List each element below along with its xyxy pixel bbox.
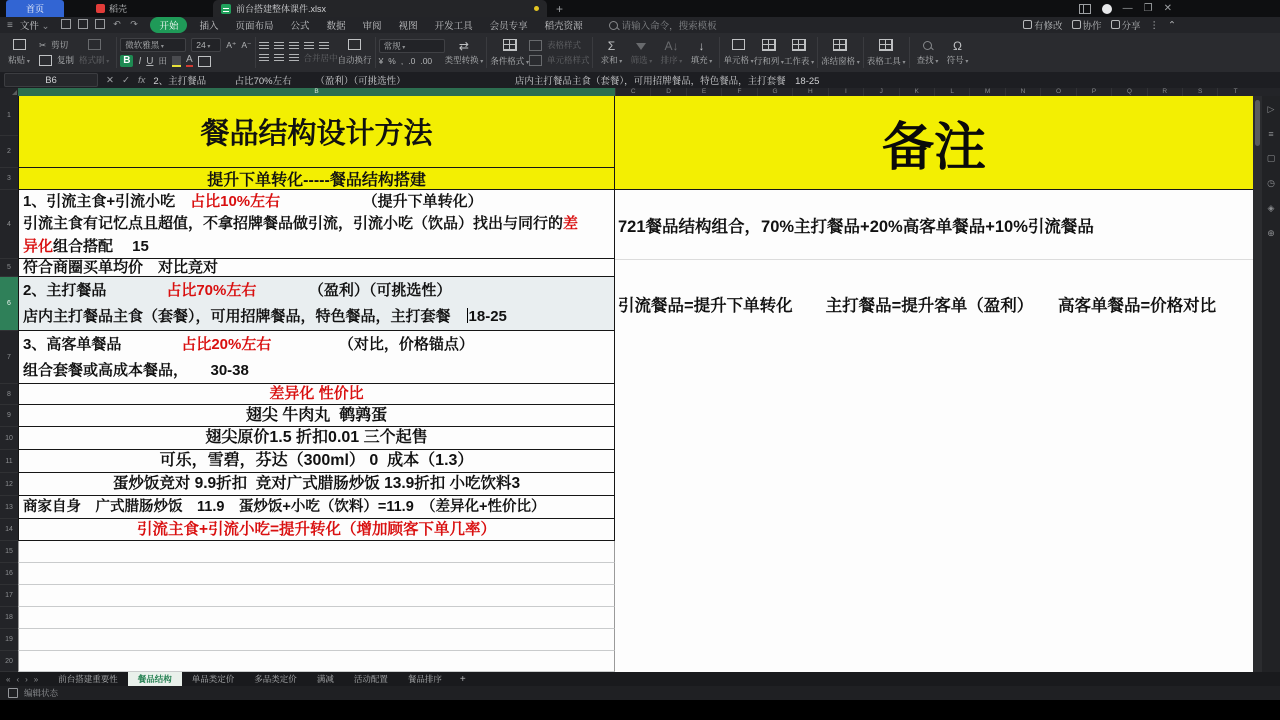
row-header[interactable]: 17 (0, 585, 18, 607)
column-header[interactable]: J (863, 88, 898, 96)
column-header[interactable]: L (934, 88, 969, 96)
empty-row[interactable] (18, 629, 615, 651)
outline-icon[interactable]: ≡ (1268, 129, 1274, 139)
tab-docer[interactable] (96, 0, 127, 17)
align-top-icon[interactable] (259, 42, 269, 49)
tab-document[interactable] (213, 0, 547, 17)
cell-row6-selected[interactable]: 2、主打餐品 占比70%左右 （盈利）（可挑选性） 店内主打餐品主食（套餐），可用招牌餐品，特色餐品，主打套餐 18-25 (19, 277, 614, 331)
freeze-panes-button[interactable]: 冻结窗格 ▾ (821, 33, 860, 72)
increase-decimal-button[interactable]: .0 (408, 56, 416, 66)
table-style-icon (529, 40, 542, 51)
settings-icon[interactable]: ⊕ (1267, 228, 1275, 238)
share-icon (1111, 20, 1120, 29)
menu-item-data[interactable]: 数据 (326, 21, 346, 32)
conditional-format-button[interactable]: 条件格式 ▾ (490, 33, 529, 72)
vertical-scrollbar[interactable] (1253, 96, 1262, 672)
insert-function-icon[interactable]: fx (137, 74, 146, 86)
close-button[interactable]: ✕ (1163, 3, 1172, 14)
column-header[interactable]: O (1040, 88, 1075, 96)
cells-icon (732, 39, 745, 52)
cut-icon: ✂ (39, 39, 47, 50)
new-tab-label: + (556, 1, 564, 16)
tab-docer-label: 稻壳 (109, 4, 128, 14)
filter-icon (636, 40, 646, 52)
column-header[interactable]: N (1005, 88, 1040, 96)
cell-subtitle[interactable]: 提升下单转化-----餐品结构搭建 (19, 168, 614, 190)
status-mode-text: 编辑状态 (24, 688, 59, 698)
row-header[interactable]: 12 (0, 473, 18, 496)
menu-item-member[interactable]: 会员专享 (489, 21, 528, 32)
more-menu-icon[interactable]: ⋮ (1149, 19, 1160, 31)
row-header[interactable]: 13 (0, 496, 18, 519)
increase-font-icon[interactable]: A⁺ (226, 39, 237, 50)
menu-item-home[interactable]: 开始 (150, 17, 187, 33)
empty-row[interactable] (18, 541, 615, 563)
cell-style-icon (529, 55, 542, 66)
wrap-text-button[interactable]: 自动换行 (338, 33, 372, 72)
sum-icon: Σ (607, 38, 616, 53)
column-header[interactable]: F (721, 88, 756, 96)
copy-icon (39, 55, 52, 66)
row-header[interactable]: 20 (0, 651, 18, 672)
menu-item-insert[interactable]: 插入 (199, 21, 219, 32)
table-style-button[interactable]: 表格样式 (529, 39, 590, 51)
docer-icon (96, 4, 105, 13)
row-header[interactable]: 3 (0, 168, 18, 190)
menu-item-review[interactable]: 审阅 (362, 21, 382, 32)
sum-button[interactable]: Σ 求和 ▾ (596, 33, 626, 72)
row-header[interactable]: 8 (0, 384, 18, 405)
row-header[interactable]: 9 (0, 405, 18, 427)
modified-icon (1023, 20, 1032, 29)
row-header[interactable]: 15 (0, 541, 18, 563)
right-tool-sidebar (1262, 96, 1280, 672)
grid-area (0, 96, 1280, 672)
column-header[interactable]: P (1076, 88, 1111, 96)
table-tools-icon (879, 39, 893, 53)
collab-icon (1072, 20, 1081, 29)
notes-area (615, 96, 1253, 672)
menubar (0, 17, 1280, 33)
column-headers (0, 88, 1280, 96)
excel-file-icon (221, 4, 231, 14)
modified-status[interactable]: 有修改 (1023, 18, 1063, 32)
decrease-decimal-button[interactable]: .00 (420, 56, 433, 66)
column-header[interactable]: D (650, 88, 685, 96)
format-painter-icon (88, 39, 101, 52)
row-header[interactable]: 19 (0, 629, 18, 651)
symbol-button[interactable]: Ω 符号 ▾ (943, 33, 973, 72)
cell-row11[interactable]: 可乐，雪碧，芬达（300ml） 0 成本（1.3） (19, 450, 614, 473)
find-button[interactable]: 查找 ▾ (913, 33, 943, 72)
worksheet-button[interactable]: 工作表 ▾ (784, 33, 814, 72)
menu-item-docer-resources[interactable]: 稻壳资源 (544, 21, 583, 32)
underline-button[interactable]: U (146, 55, 154, 67)
row-header[interactable]: 14 (0, 519, 18, 541)
row-header[interactable]: 5 (0, 259, 18, 277)
align-middle-icon[interactable] (274, 42, 284, 49)
column-header-strip (615, 88, 1253, 96)
mode-icon (8, 688, 18, 698)
cell-title[interactable]: 餐品结构设计方法 (19, 96, 614, 168)
save-icon[interactable] (60, 19, 71, 31)
name-box[interactable]: B6 (4, 73, 98, 87)
increase-indent-icon[interactable] (319, 42, 329, 49)
ribbon (0, 33, 1280, 73)
row-header[interactable]: 1 (0, 96, 18, 136)
column-header[interactable]: M (969, 88, 1004, 96)
row-headers (0, 96, 18, 672)
note-cell-1[interactable]: 721餐品结构组合，70%主打餐品+20%高客单餐品+10%引流餐品 (618, 217, 1094, 236)
tab-home[interactable] (6, 0, 64, 17)
tab-home-label: 首页 (25, 4, 44, 14)
font-color-button[interactable]: A (185, 54, 193, 65)
symbol-icon: Ω (953, 38, 962, 53)
scrollbar-thumb[interactable] (1255, 100, 1260, 146)
cell-row10[interactable]: 翅尖原价1.5 折扣0.01 三个起售 (19, 427, 614, 450)
row-header[interactable]: 4 (0, 190, 18, 259)
menu-item-view[interactable]: 视图 (398, 21, 418, 32)
align-right-icon[interactable] (289, 54, 299, 61)
layout-toggle-icon[interactable] (1079, 4, 1091, 14)
wrap-text-icon (348, 39, 361, 52)
notes-header-cell[interactable]: 备注 (615, 96, 1253, 190)
sort-button[interactable]: A↓ 排序 ▾ (656, 33, 686, 72)
menu-item-developer[interactable]: 开发工具 (434, 21, 473, 32)
font-size-select[interactable]: 24 ▾ (191, 38, 221, 52)
cell-row13[interactable]: 商家自身 广式腊肠炒饭 11.9 蛋炒饭+小吃（饮料）=11.9 （差异化+性价比） (19, 496, 614, 519)
borders-button[interactable]: 田 (158, 56, 167, 66)
print-icon[interactable] (94, 19, 105, 31)
column-header[interactable]: H (792, 88, 827, 96)
row-header[interactable]: 11 (0, 450, 18, 473)
worksheet-icon (792, 39, 806, 53)
paste-icon (13, 39, 26, 52)
column-header-B[interactable]: B (18, 88, 615, 96)
row-header[interactable]: 2 (0, 136, 18, 168)
empty-row[interactable] (18, 607, 615, 629)
sheet-tab[interactable]: 单品类定价 (191, 674, 235, 684)
select-all-corner[interactable] (0, 88, 18, 96)
document-title: 前台搭建整体课件.xlsx (236, 4, 327, 14)
next-sheet-icon[interactable]: › (25, 674, 28, 684)
cell-row4[interactable]: 1、引流主食+引流小吃 占比10%左右 （提升下单转化） 引流主食有记忆点且超值，不拿招牌餐品做引流，引流小吃（饮品）找出与同行的差 异化组合搭配 15 (19, 190, 614, 259)
row-header[interactable]: 7 (0, 331, 18, 384)
cells-button[interactable]: 单元格 ▾ (723, 33, 753, 72)
clear-format-icon[interactable] (198, 56, 211, 67)
last-sheet-icon[interactable]: » (33, 674, 39, 684)
align-bottom-icon[interactable] (289, 42, 299, 49)
merge-center-button[interactable]: 合并居中 (303, 52, 338, 63)
type-convert-button[interactable]: ⇄ 类型转换 ▾ (445, 33, 484, 72)
sheet-tab[interactable]: 餐品排序 (407, 674, 442, 684)
new-tab-button[interactable] (556, 0, 563, 17)
format-painter-button[interactable]: 格式刷 ▾ (79, 39, 109, 66)
menu-item-page-layout[interactable]: 页面布局 (235, 21, 274, 32)
command-search[interactable] (609, 18, 717, 32)
rows-cols-icon (762, 39, 776, 53)
search-icon (609, 21, 618, 30)
hamburger-icon[interactable]: ≡ (7, 19, 13, 31)
bold-button[interactable]: B (120, 55, 133, 67)
sheet-tab[interactable]: 满减 (316, 674, 334, 684)
column-header[interactable]: R (1147, 88, 1182, 96)
cell-row14[interactable]: 引流主食+引流小吃=提升转化（增加顾客下单几率） (19, 519, 614, 541)
cancel-icon[interactable]: ✕ (106, 74, 114, 86)
cell-row8[interactable]: 差异化 性价比 (19, 384, 614, 405)
column-header[interactable]: E (686, 88, 721, 96)
sheet-tab-active[interactable]: 餐品结构 (128, 672, 182, 686)
enter-icon[interactable]: ✓ (121, 74, 130, 86)
file-menu[interactable]: 文件 ⌄ (20, 18, 50, 32)
export-icon[interactable] (77, 19, 88, 31)
note-cell-2[interactable]: 引流餐品=提升下单转化 主打餐品=提升客单（盈利） 高客单餐品=价格对比 (618, 297, 1217, 315)
fill-button[interactable]: ↓ 填充 ▾ (686, 33, 716, 72)
filter-button[interactable]: 筛选 ▾ (626, 33, 656, 72)
fill-color-button[interactable] (172, 56, 181, 67)
freeze-panes-icon (833, 39, 847, 53)
collab-button[interactable]: 协作 (1072, 18, 1102, 32)
type-convert-icon: ⇄ (458, 38, 469, 53)
column-header[interactable]: G (757, 88, 792, 96)
first-sheet-icon[interactable]: « (6, 674, 11, 684)
redo-icon[interactable]: ↷ (130, 19, 138, 29)
menu-item-formulas[interactable]: 公式 (290, 21, 310, 32)
conditional-format-icon (503, 39, 517, 53)
text-cursor (467, 308, 468, 323)
column-header[interactable]: T (1217, 88, 1252, 96)
paste-button[interactable]: 粘贴 ▾ (4, 39, 34, 66)
cell-style-button[interactable]: 单元格样式 (529, 54, 590, 66)
cell-row5[interactable]: 符合商圈买单均价 对比竞对 (19, 259, 614, 277)
column-header[interactable]: Q (1111, 88, 1146, 96)
row-header-selected[interactable]: 6 (0, 277, 18, 331)
column-header[interactable]: C (615, 88, 650, 96)
currency-format-button[interactable]: ¥ (378, 56, 384, 66)
cut-button[interactable]: ✂ 剪切 (39, 39, 69, 50)
empty-row[interactable] (18, 585, 615, 607)
unsaved-dot-icon (534, 6, 539, 11)
share-button[interactable]: 分享 (1111, 18, 1141, 32)
sheet-tab-bar (0, 672, 1280, 686)
cell-row9[interactable]: 翅尖 牛肉丸 鹌鹑蛋 (19, 405, 614, 427)
sort-icon: A↓ (664, 38, 679, 53)
row-header[interactable]: 10 (0, 427, 18, 450)
table-tools-button[interactable]: 表格工具 ▾ (867, 33, 906, 72)
add-sheet-button[interactable]: + (459, 673, 466, 685)
percent-format-button[interactable]: % (388, 56, 396, 66)
decrease-font-icon[interactable]: A⁻ (241, 39, 252, 50)
formula-input[interactable]: 2、主打餐品 占比70%左右 （盈利）（可挑选性） 店内主打餐品主食（套餐），可用招牌餐品，特色餐品，主打套餐 18-25 (153, 76, 820, 87)
copy-button[interactable]: 复制 (39, 54, 74, 66)
find-icon (923, 40, 932, 52)
font-name-select[interactable]: 微软雅黑 ▾ (120, 38, 186, 52)
empty-row[interactable] (18, 563, 615, 585)
empty-row[interactable] (18, 651, 615, 672)
history-icon[interactable]: ◷ (1267, 178, 1275, 188)
gridline (615, 259, 1253, 260)
column-header[interactable]: S (1182, 88, 1217, 96)
sheet-tab[interactable]: 前台搭建重要性 (58, 674, 118, 684)
row-header[interactable]: 16 (0, 563, 18, 585)
decrease-indent-icon[interactable] (304, 42, 314, 49)
column-B-content (18, 96, 615, 672)
pointer-icon[interactable]: ▷ (1267, 104, 1275, 114)
align-left-icon[interactable] (259, 54, 269, 61)
align-center-icon[interactable] (274, 54, 284, 61)
italic-button[interactable]: I (138, 55, 142, 67)
status-bar (0, 686, 1280, 700)
formula-bar (0, 72, 1280, 88)
collapse-ribbon-icon[interactable]: ⌃ (1168, 19, 1176, 31)
sheet-tab[interactable]: 多品类定价 (254, 674, 297, 684)
cell-row12[interactable]: 蛋炒饭竞对 9.9折扣 竞对广式腊肠炒饭 13.9折扣 小吃饮料3 (19, 473, 614, 496)
avatar[interactable] (1102, 4, 1112, 14)
helper-icon[interactable]: ◈ (1267, 203, 1275, 213)
prev-sheet-icon[interactable]: ‹ (16, 674, 20, 684)
sheet-tab[interactable]: 活动配置 (353, 674, 388, 684)
undo-icon[interactable]: ↶ (113, 19, 121, 29)
titlebar (0, 0, 1280, 17)
minimize-button[interactable]: — (1122, 3, 1133, 14)
cell-row7[interactable]: 3、高客单餐品 占比20%左右 （对比，价格锚点） 组合套餐或高成本餐品， 30-38 (19, 331, 614, 384)
number-format-select[interactable]: 常规 ▾ (379, 39, 445, 53)
fill-icon: ↓ (698, 38, 705, 53)
row-header[interactable]: 18 (0, 607, 18, 629)
restore-button[interactable]: ❐ (1143, 3, 1153, 14)
search-placeholder: 请输入命令，搜索模板 (621, 21, 717, 32)
comma-format-button[interactable]: , (400, 56, 404, 66)
column-header[interactable]: K (899, 88, 934, 96)
column-header[interactable]: I (828, 88, 863, 96)
rows-cols-button[interactable]: 行和列 ▾ (754, 33, 784, 72)
clipboard-icon[interactable]: ▢ (1266, 153, 1276, 163)
